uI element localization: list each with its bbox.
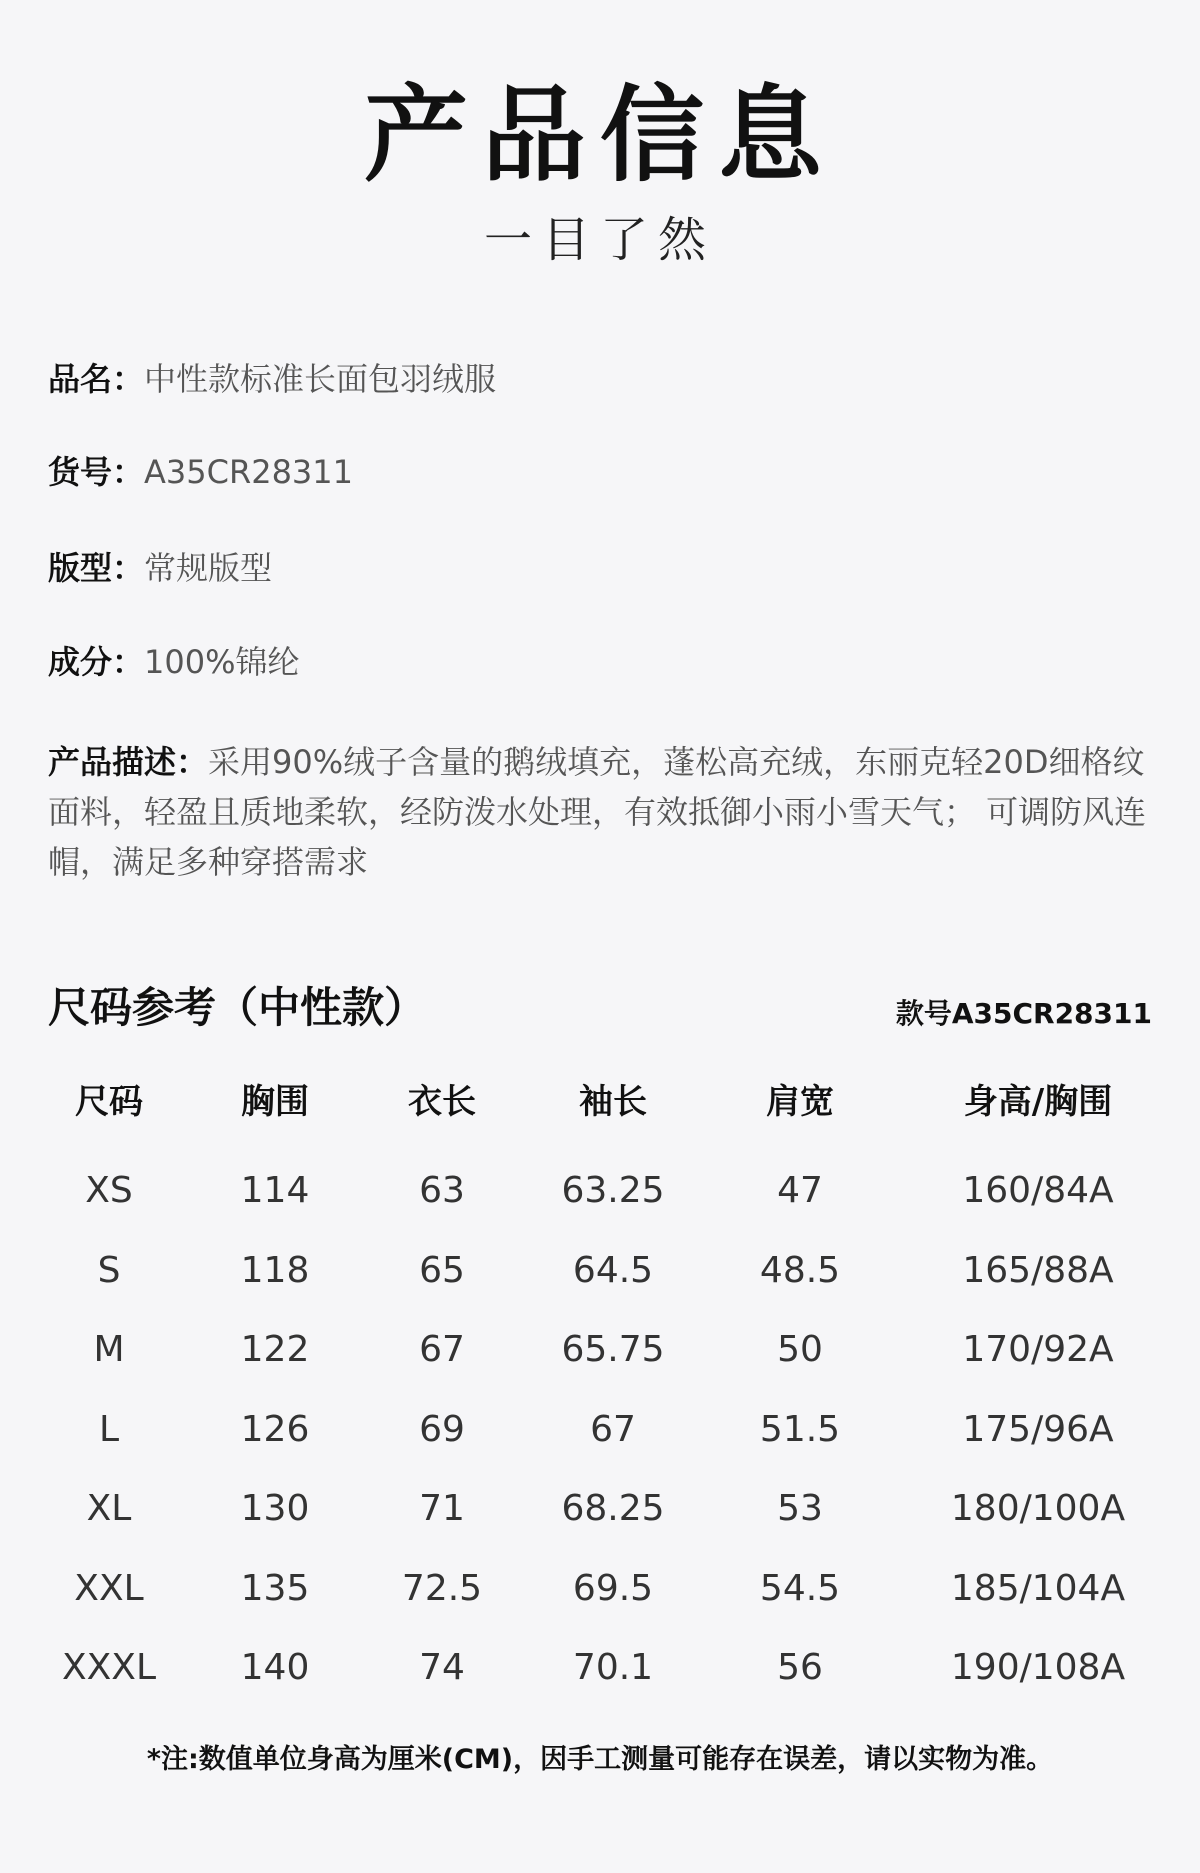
table-cell: 65 bbox=[419, 1249, 465, 1291]
page-header bbox=[0, 70, 1200, 270]
table-cell: 64.5 bbox=[572, 1249, 654, 1291]
table-cell: XL bbox=[86, 1488, 132, 1530]
table-cell: 65.75 bbox=[561, 1329, 665, 1371]
table-cell: 53 bbox=[777, 1488, 823, 1530]
table-row bbox=[26, 1151, 1176, 1231]
table-cell: L bbox=[98, 1408, 120, 1450]
table-cell: 165/88A bbox=[962, 1249, 1114, 1291]
info-row-item-code bbox=[48, 449, 1158, 495]
page-title: 产品信息 bbox=[363, 74, 836, 196]
info-label: 品名： bbox=[48, 360, 145, 398]
table-cell: 185/104A bbox=[950, 1567, 1126, 1609]
table-cell: 135 bbox=[240, 1567, 310, 1609]
table-cell: 67 bbox=[419, 1329, 465, 1371]
info-value: A35CR28311 bbox=[144, 453, 353, 491]
table-cell: 114 bbox=[240, 1170, 310, 1212]
table-row bbox=[26, 1469, 1176, 1549]
table-cell: 63.25 bbox=[561, 1170, 665, 1212]
info-value: 中性款标准长面包羽绒服 bbox=[144, 360, 497, 398]
table-cell: 190/108A bbox=[950, 1647, 1126, 1689]
table-row bbox=[26, 1231, 1176, 1311]
info-label: 货号： bbox=[48, 453, 145, 491]
table-cell: M bbox=[93, 1329, 125, 1371]
info-row-fit bbox=[48, 545, 1158, 591]
table-cell: 126 bbox=[240, 1408, 310, 1450]
table-cell: 69.5 bbox=[572, 1567, 654, 1609]
table-header-row bbox=[26, 1065, 1176, 1151]
column-header: 尺码 bbox=[75, 1081, 143, 1122]
table-cell: S bbox=[97, 1249, 121, 1291]
info-label: 成分： bbox=[48, 643, 145, 681]
table-cell: 72.5 bbox=[401, 1567, 483, 1609]
info-row-composition bbox=[48, 639, 1158, 685]
footnote: *注:数值单位身高为厘米(CM)，因手工测量可能存在误差，请以实物为准。 bbox=[146, 1744, 1054, 1775]
table-row bbox=[26, 1549, 1176, 1629]
column-header: 身高/胸围 bbox=[963, 1081, 1113, 1122]
table-cell: 74 bbox=[419, 1647, 465, 1689]
table-row bbox=[26, 1310, 1176, 1390]
info-value: 100%锦纶 bbox=[144, 643, 300, 681]
table-cell: 130 bbox=[240, 1488, 310, 1530]
table-cell: 71 bbox=[419, 1488, 465, 1530]
page-subtitle: 一目了然 bbox=[483, 212, 716, 268]
table-cell: XS bbox=[85, 1170, 133, 1212]
table-cell: 63 bbox=[419, 1170, 465, 1212]
table-cell: 54.5 bbox=[759, 1567, 841, 1609]
table-row bbox=[26, 1390, 1176, 1470]
info-label: 产品描述： bbox=[48, 743, 209, 781]
info-row-product-name bbox=[48, 356, 1158, 402]
table-cell: 122 bbox=[240, 1329, 310, 1371]
size-section-title: 尺码参考（中性款） bbox=[48, 983, 427, 1032]
table-cell: 180/100A bbox=[950, 1488, 1126, 1530]
table-cell: XXXL bbox=[61, 1647, 157, 1689]
info-row-description bbox=[48, 737, 1158, 887]
table-cell: 68.25 bbox=[561, 1488, 665, 1530]
column-header: 袖长 bbox=[579, 1081, 647, 1122]
column-header: 胸围 bbox=[241, 1081, 309, 1122]
table-cell: 48.5 bbox=[759, 1249, 841, 1291]
table-cell: 70.1 bbox=[572, 1647, 654, 1689]
table-cell: 67 bbox=[590, 1408, 636, 1450]
table-cell: 56 bbox=[777, 1647, 823, 1689]
info-label: 版型： bbox=[48, 549, 145, 587]
table-cell: 69 bbox=[419, 1408, 465, 1450]
table-cell: 160/84A bbox=[962, 1170, 1114, 1212]
table-cell: 170/92A bbox=[962, 1329, 1114, 1371]
table-cell: 118 bbox=[240, 1249, 310, 1291]
table-cell: 51.5 bbox=[759, 1408, 841, 1450]
table-cell: 50 bbox=[777, 1329, 823, 1371]
info-value: 常规版型 bbox=[144, 549, 273, 587]
info-value: 采用90%绒子含量的鹅绒填充，蓬松高充绒，东丽克轻20D细格纹面料，轻盈且质地柔软，经防泼水处理，有效抵御小雨小雪天气； 可调防风连帽，满足多种穿搭需求 bbox=[48, 743, 1147, 881]
column-header: 肩宽 bbox=[766, 1081, 834, 1122]
table-cell: XXL bbox=[74, 1567, 144, 1609]
style-code: 款号A35CR28311 bbox=[895, 997, 1152, 1030]
table-row bbox=[26, 1628, 1176, 1708]
size-table bbox=[26, 1065, 1176, 1708]
column-header: 衣长 bbox=[408, 1081, 476, 1122]
table-cell: 47 bbox=[777, 1170, 823, 1212]
table-cell: 175/96A bbox=[962, 1408, 1114, 1450]
table-cell: 140 bbox=[240, 1647, 310, 1689]
